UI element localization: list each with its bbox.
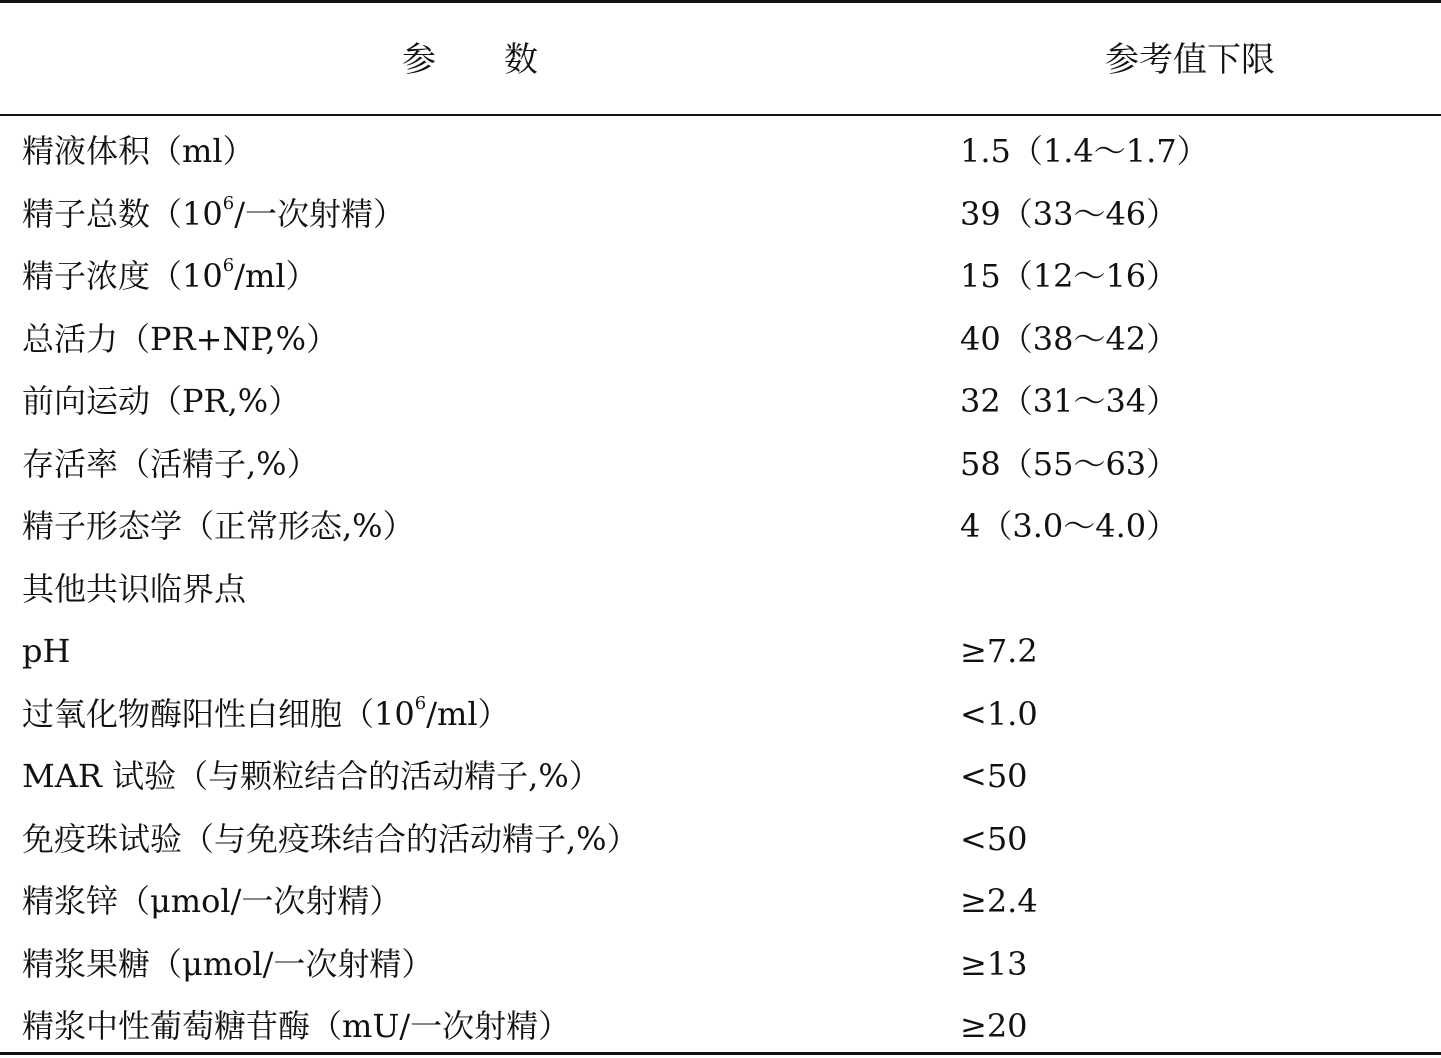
row-param-text: 精子总数（10: [22, 194, 223, 233]
table-row: [0, 995, 1441, 1058]
table-top-rule: [0, 0, 1441, 3]
section-heading: 其他共识临界点: [22, 569, 247, 608]
row-param-text: 精子浓度（10: [22, 257, 223, 295]
row-ref: <1.0: [960, 694, 1038, 733]
table-row: [0, 745, 1441, 808]
table-row: [0, 245, 1441, 308]
table-row: [0, 870, 1441, 933]
row-param: 免疫珠试验（与免疫珠结合的活动精子,%）: [22, 819, 639, 858]
row-param: [22, 183, 405, 246]
header-reference-lower-limit: 参考值下限: [1105, 40, 1275, 80]
row-param: 精液体积（ml）: [22, 132, 255, 170]
table-row: [0, 808, 1441, 871]
table-row: [0, 683, 1441, 746]
row-param-text-after: /一次射精）: [234, 194, 405, 233]
table-row: [0, 183, 1441, 246]
row-param: [22, 683, 510, 746]
row-ref: ≥2.4: [960, 882, 1038, 920]
table-row: [0, 308, 1441, 371]
table-bottom-rule: [0, 1052, 1441, 1055]
row-ref: 40（38～42）: [960, 319, 1179, 358]
row-param-superscript: 6: [414, 692, 427, 714]
row-param: 总活力（PR+NP,%）: [22, 319, 339, 358]
row-ref: 15（12～16）: [960, 257, 1179, 295]
row-ref: 4（3.0～4.0）: [960, 507, 1179, 545]
header-param: 参 数: [402, 40, 538, 80]
row-ref: 58（55～63）: [960, 444, 1179, 483]
row-ref: 39（33～46）: [960, 194, 1179, 233]
row-param-text-after: /ml）: [234, 257, 318, 295]
row-param: [22, 245, 318, 308]
row-ref: 32（31～34）: [960, 382, 1179, 420]
row-ref: <50: [960, 819, 1028, 858]
row-param-superscript: 6: [222, 192, 235, 214]
table-row: [0, 495, 1441, 558]
row-ref: ≥7.2: [960, 632, 1038, 670]
table-row: [0, 433, 1441, 496]
row-ref: ≥20: [960, 1007, 1028, 1045]
table-header-rule: [0, 114, 1441, 116]
row-param-superscript: 6: [222, 255, 235, 277]
table-row: [0, 120, 1441, 183]
row-param: 前向运动（PR,%）: [22, 382, 301, 420]
row-param: pH: [22, 632, 71, 670]
table-row: [0, 620, 1441, 683]
table-row-section-heading: [0, 558, 1441, 621]
row-ref: <50: [960, 757, 1028, 795]
row-param: 精子形态学（正常形态,%）: [22, 507, 415, 545]
table-body: [0, 120, 1441, 1058]
row-ref: 1.5（1.4～1.7）: [960, 132, 1209, 170]
row-param: 精浆果糖（μmol/一次射精）: [22, 944, 434, 983]
row-param: MAR 试验（与颗粒结合的活动精子,%）: [22, 757, 601, 795]
row-param: 存活率（活精子,%）: [22, 444, 319, 483]
row-param-text-after: /ml）: [426, 694, 510, 733]
table-row: [0, 933, 1441, 996]
row-param-text: 过氧化物酶阳性白细胞（10: [22, 694, 415, 733]
row-ref: ≥13: [960, 944, 1028, 983]
table-row: [0, 370, 1441, 433]
row-param: 精浆中性葡萄糖苷酶（mU/一次射精）: [22, 1007, 571, 1045]
row-param: 精浆锌（μmol/一次射精）: [22, 882, 402, 920]
